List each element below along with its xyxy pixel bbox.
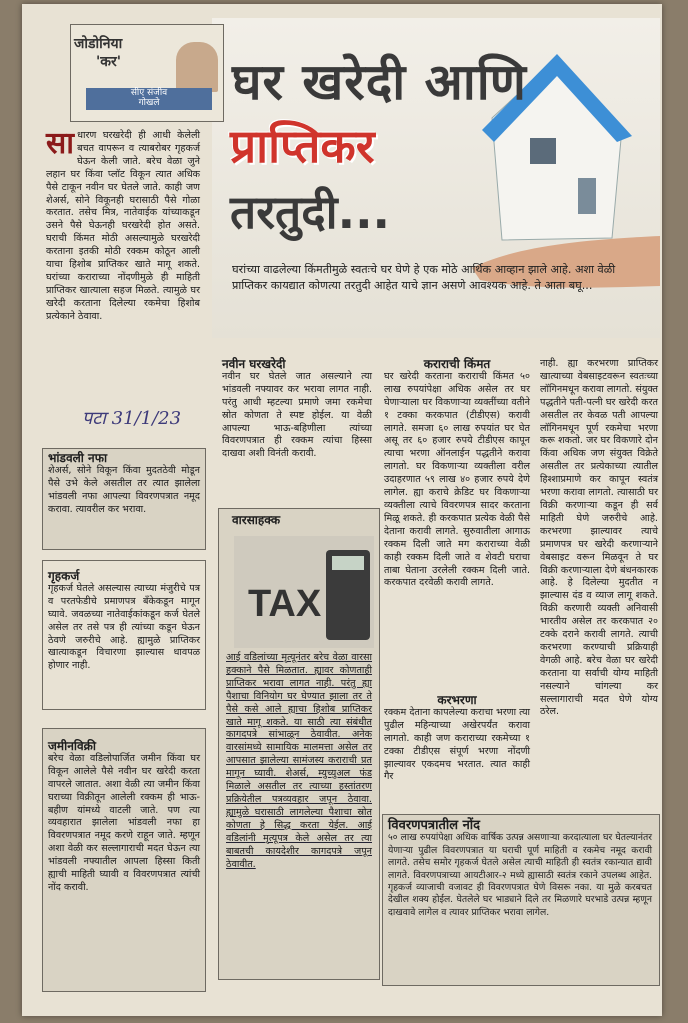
headline-line1: घर खरेदी आणि <box>232 53 527 111</box>
section-text: गृहकर्ज घेतले असल्यास त्याच्या मंजुरीचे पत्र व परतफेडीचे प्रमाणपत्र बँकेकडून मागून घ्यावे. जवळच्या नातेवाईकांकडून कर्ज घेतले असेल तर तसे पत्र ही त्यांच्या कडून घेऊन ठेवणे जरुरीचे आहे. ह्यामुळे प्राप्तिकर खात्याकडून विचारणा झाल्यास धावपळ होणार नाही. <box>48 582 200 672</box>
column-name: जोडोनिया <box>74 36 123 52</box>
section-text: रक्कम देताना कापलेल्या कराचा भरणा त्या पुढील महिन्याच्या अखेरपर्यंत करावा लागतो. काही जण कराराच्या रकमेच्या १ टक्का टीडीएस संपूर्ण भरणा नोंदणी झाल्यावर एकदमच भरतात. त्यात काही गैर <box>384 706 530 783</box>
dropcap: सा <box>46 126 75 161</box>
section-title: जमीनविक्री <box>48 739 96 753</box>
section-text: नाही. ह्या करभरणा प्राप्तिकर खात्याच्या वेबसाइटवरून स्वतःच्या लॉगिनमधून करावा लागतो. संयुक्त पद्धतीने पती-पत्नी घर खरेदी करत असतील तर केवळ पती आपल्या लॉगिनमधून पूर्ण रकमेचा भरणा करू शकतो. जर घर विकणारे दोन किंवा अधिक जण संयुक्त विक्रेते असतील तर प्रत्येकाच्या त्यातील हिश्शाप्रमाणे कर कापून स्वतंत्र भरणा करावा लागतो. त्यासाठी घर विक्री करणाऱ्या कडून ही सर्व माहिती घेणे जरुरीचे आहे. करभरणा झाल्यावर त्याचे प्रमाणपत्र घर खरेदी करणाऱ्याने वेबसाइट वरून मिळवून ते घर विक्री करणाऱ्याला देणे बंधनकारक आहे. हे दिलेल्या मुदतीत न झाल्यास दंड व व्याज लागू शकते. विक्री करणारी व्यक्ती अनिवासी भारतीय असेल तर करकपात २० टक्के दराने करावी लागते. त्याची करभरणा करण्याची प्रक्रियाही वेगळी आहे. बरेच वेळा घर खरेदी करताना या सर्वाची योग्य माहिती नसल्याने चांगल्या कर सल्लागाराची मदत घेणे योग्य ठरेल. <box>540 358 658 718</box>
section-navin <box>222 358 372 461</box>
section-gruhakarj <box>48 570 200 673</box>
section-title: भांडवली नफा <box>48 451 108 465</box>
section-karbharana <box>384 694 530 784</box>
section-title: कराराची किंमत <box>423 357 491 371</box>
intro-text: धारण घरखरेदी ही आधी केलेली बचत वापरून व त्याबरोबर गृहकर्ज घेऊन केली जाते. बरेच वेळा जुने लहान घर किंवा प्लॉट विकून त्यात अधिक पैसे टाकून नवीन घर घेतले जाते. काही जण शेअर्स, सोने विकूनही घरासाठी पैसे गोळा करतात. तसेच मित्र, नातेवाईक यांच्याकडून उसने पैसे घेऊनही घरखरेदी होत असते. घराची किंमत मोठी असल्यामुळे घरखरेदी करताना इतकी मोठी रक्कम कोठून आली याचा हिशोब प्राप्तिकर खाते मागू शकते. घरांच्या कराराच्या नोंदणीमुळे ही माहिती प्राप्तिकर खात्याला सहज मिळते. त्यामुळे घर खरेदी करताना दिलेल्या रकमेचा हिशोब प्रत्येकाने ठेवावा. <box>46 130 200 322</box>
section-text: बरेच वेळा वडिलोपार्जित जमीन किंवा घर विकून आलेले पैसे नवीन घर खरेदी करता वापरले जातात. अशा वेळी त्या जमीन किंवा घराच्या विक्रीतून आलेली रक्कम ही भाऊ-बहीण यांमध्ये वाटली जाते. पण त्या व्यवहारात झालेला भांडवली नफा हा विवरणपत्रात नमूद करणे राहून जाते. म्हणून अशा वेळी कर सल्लागाराची मदत घेऊन त्या भांडवली नफ्यातील आपला हिस्सा किती ह्याची माहिती घ्यावी व विवरणपत्रात त्यांची नोंद करावी. <box>48 752 200 893</box>
section-kimmat <box>384 358 530 590</box>
section-title: नवीन घरखरेदी <box>222 357 286 371</box>
section-varsa-title-wrap <box>232 514 372 527</box>
section-text: घर खरेदी करताना कराराची किंमत ५० लाख रुपयांपेक्षा अधिक असेल तर घर घेणाऱ्याला घर विकणाऱ्या व्यक्तींच्या वतीने १ टक्का करकपात (टीडीएस) करावी लागते. समजा ६० लाख रुपयांत घर घेत असू तर ६० हजार रुपये टीडीएस कापून त्याचा भरणा ऑनलाईन पद्धतीने करावा लागतो. घर विकणाऱ्या व्यक्तीला वरील उदाहरणात ५९ लाख ४० हजार रुपये देणे लागेल. ह्या कराचे क्रेडिट घर विकणाऱ्या व्यक्तीला त्याचे विवरणपत्र सादर करताना मिळू शकते. ही करकपात प्रत्येक वेळी पैसे देताना करावी लागते. सुरुवातीला आगाऊ रक्कम दिली जाते मग कराराच्या वेळी काही रक्कम दिली जाते व शेवटी घराचा ताबा घेताना उरलेली रक्कम दिली जाते. करकपात दरवेळी करावी लागते. <box>384 370 530 589</box>
section-vivaran <box>388 820 652 919</box>
section-text: आई वडिलांच्या मृत्यूनंतर बरेच वेळा वारसा हक्काने पैसे मिळतात. ह्यावर कोणताही प्राप्तिकर भरावा लागत नाही. परंतु ह्या पैशाचा विनियोग घर घेण्यात झाला तर ते पैसे कसे आले ह्याचा हिशोब प्राप्तिकर खाते मागू शकते. या साठी त्या संबंधीत कागदपत्रे सांभाळून ठेवावीत. अनेक वारसांमध्ये सामायिक मालमत्ता असेल तर आपसात झालेल्या सामंजस्य कराराची प्रत मागून घ्यावी. शेअर्स, म्युच्युअल फंड मिळाले असतील तर त्याच्या हस्तांतरण प्रक्रियेतील पत्रव्यवहार जपून ठेवावा. ह्यामुळे घरासाठी लागलेल्या पैशाचा स्रोत कोणता हे सिद्ध करता येईल. आई वडिलांनी मृत्यूपत्र केले असेल तर त्या बाबतची कायदेशीर कागदपत्रे जपून ठेवावीत. <box>226 652 372 870</box>
handwritten-note: पटा 31/1/23 <box>82 408 182 429</box>
section-title: विवरणपत्रातील नोंद <box>388 818 481 833</box>
headline-line2: प्राप्तिकर <box>230 119 375 173</box>
section-bhandavali <box>48 452 200 517</box>
section-title: करभरणा <box>437 693 477 707</box>
headline-line3: तरतुदी... <box>230 185 391 239</box>
section-title: गृहकर्ज <box>48 569 80 583</box>
section-text: शेअर्स, सोने विकून किंवा मुदतठेवी मोडून पैसे उभे केले असतील तर त्यात झालेला भांडवली नफा आपल्या विवरणपत्रात नमूद करावा. त्यावरील कर भरावा. <box>48 464 200 515</box>
author-photo <box>176 42 218 92</box>
section-col4 <box>540 358 658 719</box>
section-jaminvikri <box>48 740 200 895</box>
section-title: वारसाहक्क <box>232 513 281 527</box>
svg-text:TAX: TAX <box>248 583 322 625</box>
author-name: सीए संजीव <box>130 88 168 98</box>
author-band <box>86 88 212 110</box>
author-surname: गोखले <box>138 98 160 108</box>
section-text: ५० लाख रुपयांपेक्षा अधिक वार्षिक उत्पन्न असणाऱ्या करदात्याला घर घेतल्यानंतर येणाऱ्या पुढील विवरणपत्रात या घराची पूर्ण माहिती व रकमेच नमूद करावी लागते. तसेच समोर गृहकर्ज घेतले असेल त्याची माहिती ही स्वतंत्र रकान्यात द्यावी लागते. विवरणपत्राच्या आयटीआर-२ मध्ये ह्यासाठी स्वतंत्र रकाने उपलब्ध आहेत. गृहकर्ज व्याजाची वजावट ही विवरणपत्रात घेणे विसरू नका. या मुळे करबचत देखील शक्य होईल. घेतलेले घर भाड्याने दिले तर मिळणारे घरभाडे उत्पन्न म्हणून दाखवावे लागेल व त्यावर प्राप्तिकर भरावा लागेल. <box>388 832 652 918</box>
column-name-sub: 'कर' <box>96 54 122 70</box>
newspaper-page <box>22 4 662 1016</box>
section-text: नवीन घर घेतले जात असल्याने त्या भांडवली नफ्यावर कर भरावा लागत नाही. परंतु आधी म्हटल्या प्रमाणे जमा रकमेचा स्रोत कोणता ते स्पष्ट होईल. या वेळी आपल्या भाऊ-बहिणीला त्यांच्या विवरणपत्रात ही रक्कम त्यांचा हिस्सा दाखवा अशी विनंती करावी. <box>222 370 372 460</box>
section-varsa <box>226 652 372 871</box>
intro-article <box>46 126 200 324</box>
tax-calculator-icon <box>234 536 374 648</box>
lead-paragraph: घरांच्या वाढलेल्या किंमतीमुळे स्वतःचे घर घेणे हे एक मोठे आर्थिक आव्हान झाले आहे. अशा वेळी प्राप्तिकर कायद्यात कोणत्या तरतुदी आहेत याचे ज्ञान असणे आवश्यक आहे. ते आता बघू... <box>232 263 616 292</box>
